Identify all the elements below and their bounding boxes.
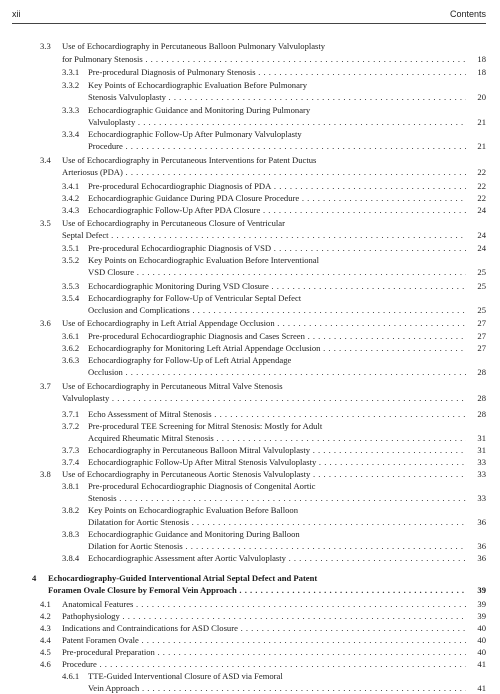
toc-entry-title: Pre-procedural Preparation . . . bbox=[62, 646, 466, 658]
toc-entry-number: 3.6.1 bbox=[62, 331, 80, 341]
toc-entry[interactable] bbox=[0, 392, 500, 404]
toc-entry[interactable] bbox=[0, 266, 500, 278]
toc-entry[interactable] bbox=[0, 658, 500, 670]
toc-entry[interactable] bbox=[0, 217, 500, 229]
toc-entry-number: 3.8.2 bbox=[62, 505, 80, 515]
toc-entry-title: Occlusion and Complications . . . bbox=[88, 304, 466, 316]
toc-entry-title: Use of Echocardiography in Percutaneous Mitral Valve Stenosis bbox=[62, 381, 283, 391]
toc-entry[interactable] bbox=[0, 540, 500, 552]
toc-entry[interactable] bbox=[0, 254, 500, 266]
toc-entry[interactable] bbox=[0, 166, 500, 178]
toc-entry-number: 3.8.3 bbox=[62, 529, 80, 539]
toc-entry[interactable] bbox=[0, 140, 500, 152]
toc-entry-title: Indications and Contraindications for ASD Closure . . . bbox=[62, 622, 466, 634]
toc-entry-title: Dilatation for Aortic Stenosis . . . bbox=[88, 516, 466, 528]
toc-entry-number: 3.3.2 bbox=[62, 80, 80, 90]
toc-entry-page-number: 36 bbox=[477, 517, 486, 527]
toc-entry-number: 3.3.3 bbox=[62, 105, 80, 115]
toc-entry-title: Echocardiography-Guided Interventional Atrial Septal Defect and Patent bbox=[48, 573, 318, 583]
toc-entry-page-number: 25 bbox=[477, 305, 486, 315]
toc-entry-title: Procedure . . . bbox=[62, 658, 466, 670]
toc-entry-number: 3.5.3 bbox=[62, 281, 80, 291]
toc-entry-number: 3.6 bbox=[40, 318, 51, 328]
toc-entry[interactable] bbox=[0, 670, 500, 682]
toc-entry[interactable] bbox=[0, 610, 500, 622]
toc-entry-page-number: 24 bbox=[477, 230, 486, 240]
page-number-label: xii bbox=[12, 9, 21, 19]
toc-entry[interactable] bbox=[0, 116, 500, 128]
toc-entry-title: Pre-procedural TEE Screening for Mitral Stenosis: Mostly for Adult bbox=[88, 421, 323, 431]
toc-entry-page-number: 39 bbox=[477, 585, 486, 595]
toc-entry-number: 3.5 bbox=[40, 218, 51, 228]
toc-entry-page-number: 41 bbox=[477, 683, 486, 693]
toc-entry-page-number: 18 bbox=[477, 67, 486, 77]
toc-entry[interactable] bbox=[0, 480, 500, 492]
toc-entry-page-number: 27 bbox=[477, 318, 486, 328]
toc-entry-number: 4.2 bbox=[40, 611, 51, 621]
toc-entry-title: TTE-Guided Interventional Closure of ASD via Femoral bbox=[88, 671, 283, 681]
toc-entry-number: 4.6.1 bbox=[62, 671, 80, 681]
toc-entry-page-number: 25 bbox=[477, 281, 486, 291]
toc-entry-page-number: 22 bbox=[477, 167, 486, 177]
toc-entry[interactable] bbox=[0, 634, 500, 646]
toc-entry-title: Key Points of Echocardiographic Evaluation Before Pulmonary bbox=[88, 80, 308, 90]
toc-entry-title: Echocardiographic Monitoring During VSD Closure . . . bbox=[88, 280, 466, 292]
toc-entry-number: 3.4.1 bbox=[62, 181, 80, 191]
toc-entry-page-number: 36 bbox=[477, 553, 486, 563]
toc-entry-page-number: 33 bbox=[477, 493, 486, 503]
toc-entry-page-number: 24 bbox=[477, 243, 486, 253]
toc-entry-page-number: 33 bbox=[477, 457, 486, 467]
toc-entry-number: 3.8.1 bbox=[62, 481, 80, 491]
toc-entry-title: Use of Echocardiography in Percutaneous Interventions for Patent Ductus bbox=[62, 155, 317, 165]
toc-entry[interactable] bbox=[0, 354, 500, 366]
running-title: Contents bbox=[449, 9, 486, 19]
toc-entry-page-number: 31 bbox=[477, 445, 486, 455]
toc-entry-title: Echocardiographic Assessment after Aortic Valvuloplasty . . . bbox=[88, 552, 466, 564]
toc-entry-number: 3.7.2 bbox=[62, 421, 80, 431]
toc-entry[interactable] bbox=[0, 572, 500, 584]
toc-entry[interactable] bbox=[0, 528, 500, 540]
toc-entry-number: 3.6.3 bbox=[62, 355, 80, 365]
toc-entry[interactable] bbox=[0, 366, 500, 378]
toc-entry[interactable] bbox=[0, 380, 500, 392]
toc-entry-title: Pre-procedural Echocardiographic Diagnosis and Cases Screen . . . bbox=[88, 330, 466, 342]
toc-entry[interactable] bbox=[0, 408, 500, 420]
toc-entry-page-number: 28 bbox=[477, 367, 486, 377]
toc-entry[interactable] bbox=[0, 330, 500, 342]
toc-entry-page-number: 31 bbox=[477, 433, 486, 443]
toc-entry[interactable] bbox=[0, 192, 500, 204]
toc-entry[interactable] bbox=[0, 342, 500, 354]
toc-entry-title: Valvuloplasty . . . bbox=[62, 392, 466, 404]
toc-entry-page-number: 41 bbox=[477, 659, 486, 669]
toc-entry-title: Procedure . . . bbox=[88, 140, 466, 152]
toc-entry[interactable] bbox=[0, 154, 500, 166]
toc-entry[interactable] bbox=[0, 468, 500, 480]
toc-entry-page-number: 39 bbox=[477, 611, 486, 621]
toc-entry-number: 3.4 bbox=[40, 155, 51, 165]
toc-entry-number: 3.7 bbox=[40, 381, 51, 391]
toc-entry-title: Key Points on Echocardiographic Evaluation Before Interventional bbox=[88, 255, 320, 265]
toc-entry-page-number: 27 bbox=[477, 331, 486, 341]
toc-entry-number: 3.3 bbox=[40, 41, 51, 51]
toc-entry-title: Echocardiography for Monitoring Left Atrial Appendage Occlusion . . . bbox=[88, 342, 466, 354]
toc-entry-title: Occlusion . . . bbox=[88, 366, 466, 378]
toc-entry[interactable] bbox=[0, 432, 500, 444]
toc-entry-page-number: 36 bbox=[477, 541, 486, 551]
toc-entry-title: for Pulmonary Stenosis . . . bbox=[62, 53, 466, 65]
toc-entry-page-number: 25 bbox=[477, 267, 486, 277]
toc-entry[interactable] bbox=[0, 104, 500, 116]
toc-entry-number: 3.6.2 bbox=[62, 343, 80, 353]
toc-entry[interactable] bbox=[0, 66, 500, 78]
toc-entry[interactable] bbox=[0, 292, 500, 304]
toc-entry[interactable] bbox=[0, 91, 500, 103]
toc-entry-number: 3.5.1 bbox=[62, 243, 80, 253]
toc-entry-page-number: 21 bbox=[477, 117, 486, 127]
toc-entry[interactable] bbox=[0, 492, 500, 504]
toc-entry-title: Echocardiographic Guidance and Monitoring During Balloon bbox=[88, 529, 300, 539]
toc-entry-number: 3.8 bbox=[40, 469, 51, 479]
toc-entry-title: Use of Echocardiography in Left Atrial Appendage Occlusion . . . bbox=[62, 317, 466, 329]
toc-entry[interactable] bbox=[0, 53, 500, 65]
toc-entry-title: Acquired Rheumatic Mitral Stenosis . . . bbox=[88, 432, 466, 444]
toc-entry-title: Echocardiographic Follow-Up After Pulmonary Valvuloplasty bbox=[88, 129, 302, 139]
toc-entry-title: Pre-procedural Echocardiographic Diagnosis of Congenital Aortic bbox=[88, 481, 316, 491]
toc-entry-title: Use of Echocardiography in Percutaneous Aortic Stenosis Valvuloplasty . . . bbox=[62, 468, 466, 480]
toc-entry-page-number: 18 bbox=[477, 54, 486, 64]
toc-entry-number: 3.7.4 bbox=[62, 457, 80, 467]
toc-entry-title: Arteriosus (PDA) . . . bbox=[62, 166, 466, 178]
toc-entry-number: 3.5.2 bbox=[62, 255, 80, 265]
toc-entry[interactable] bbox=[0, 180, 500, 192]
toc-entry-page-number: 40 bbox=[477, 623, 486, 633]
toc-entry-number: 4.1 bbox=[40, 599, 51, 609]
toc-entry[interactable] bbox=[0, 444, 500, 456]
toc-entry[interactable] bbox=[0, 204, 500, 216]
toc-entry[interactable] bbox=[0, 622, 500, 634]
toc-entry-title: Dilation for Aortic Stenosis . . . bbox=[88, 540, 466, 552]
toc-entry-title: Valvuloplasty . . . bbox=[88, 116, 466, 128]
toc-entry-title: Echocardiography in Percutaneous Balloon Mitral Valvuloplasty . . . bbox=[88, 444, 466, 456]
toc-entry-number: 4.4 bbox=[40, 635, 51, 645]
toc-entry-title: Echocardiographic Guidance During PDA Closure Procedure . . . bbox=[88, 192, 466, 204]
toc-entry-page-number: 21 bbox=[477, 141, 486, 151]
toc-entry-title: Pre-procedural Diagnosis of Pulmonary Stenosis . . . bbox=[88, 66, 466, 78]
toc-entry-page-number: 28 bbox=[477, 409, 486, 419]
toc-entry[interactable] bbox=[0, 128, 500, 140]
toc-entry-number: 4.3 bbox=[40, 623, 51, 633]
toc-entry-title: Anatomical Features . . . bbox=[62, 598, 466, 610]
toc-entry-page-number: 20 bbox=[477, 92, 486, 102]
toc-entry-number: 3.5.4 bbox=[62, 293, 80, 303]
toc-entry[interactable] bbox=[0, 584, 500, 596]
toc-entry-title: Use of Echocardiography in Percutaneous Closure of Ventricular bbox=[62, 218, 285, 228]
toc-entry-title: Pre-procedural Echocardiographic Diagnosis of VSD . . . bbox=[88, 242, 466, 254]
toc-entry-page-number: 22 bbox=[477, 181, 486, 191]
toc-entry-title: Patent Foramen Ovale . . . bbox=[62, 634, 466, 646]
toc-entry-title: Echocardiography for Follow-Up of Left Atrial Appendage bbox=[88, 355, 292, 365]
toc-entry-title: Foramen Ovale Closure by Femoral Vein Approach . . . bbox=[48, 584, 466, 596]
toc-entry[interactable] bbox=[0, 552, 500, 564]
toc-entry-number: 4.6 bbox=[40, 659, 51, 669]
toc-entry-number: 3.7.3 bbox=[62, 445, 80, 455]
toc-entry[interactable] bbox=[0, 682, 500, 694]
toc-entry-page-number: 33 bbox=[477, 469, 486, 479]
toc-entry-title: Echocardiography for Follow-Up of Ventricular Septal Defect bbox=[88, 293, 302, 303]
toc-entry[interactable] bbox=[0, 40, 500, 52]
toc-entry-title: Stenosis Valvuloplasty . . . bbox=[88, 91, 466, 103]
toc-entry[interactable] bbox=[0, 317, 500, 329]
toc-entry[interactable] bbox=[0, 242, 500, 254]
toc-entry-title: Echocardiographic Follow-Up After Mitral Stenosis Valvuloplasty . . . bbox=[88, 456, 466, 468]
toc-entry[interactable] bbox=[0, 504, 500, 516]
toc-entry-page-number: 22 bbox=[477, 193, 486, 203]
toc-entry[interactable] bbox=[0, 420, 500, 432]
toc-entry-page-number: 40 bbox=[477, 647, 486, 657]
toc-entry[interactable] bbox=[0, 516, 500, 528]
toc-entry[interactable] bbox=[0, 598, 500, 610]
toc-entry-number: 3.8.4 bbox=[62, 553, 80, 563]
toc-entry-title: Use of Echocardiography in Percutaneous Balloon Pulmonary Valvuloplasty bbox=[62, 41, 326, 51]
toc-entry-number: 3.4.3 bbox=[62, 205, 80, 215]
toc-entry-title: Septal Defect . . . bbox=[62, 229, 466, 241]
toc-entry-title: Vein Approach . . . bbox=[88, 682, 466, 694]
toc-entry-title: Pathophysiology . . . bbox=[62, 610, 466, 622]
toc-entry-page-number: 28 bbox=[477, 393, 486, 403]
toc-entry-title: VSD Closure . . . bbox=[88, 266, 466, 278]
toc-entry-number: 3.3.4 bbox=[62, 129, 80, 139]
toc-entry-title: Pre-procedural Echocardiographic Diagnosis of PDA . . . bbox=[88, 180, 466, 192]
toc-entry-title: Echo Assessment of Mitral Stenosis . . . bbox=[88, 408, 466, 420]
toc-entry-page-number: 27 bbox=[477, 343, 486, 353]
toc-entry[interactable] bbox=[0, 79, 500, 91]
toc-entry-number: 4.5 bbox=[40, 647, 51, 657]
toc-entry[interactable] bbox=[0, 304, 500, 316]
toc-entry-title: Key Points on Echocardiographic Evaluation Before Balloon bbox=[88, 505, 299, 515]
toc-entry-number: 3.3.1 bbox=[62, 67, 80, 77]
toc-entry-page-number: 24 bbox=[477, 205, 486, 215]
toc-entry-title: Echocardiographic Follow-Up After PDA Closure . . . bbox=[88, 204, 466, 216]
page-header bbox=[12, 3, 486, 24]
toc-entry[interactable] bbox=[0, 456, 500, 468]
toc-entry-number: 3.7.1 bbox=[62, 409, 80, 419]
toc-entry-title: Echocardiographic Guidance and Monitoring During Pulmonary bbox=[88, 105, 311, 115]
toc-entry-page-number: 40 bbox=[477, 635, 486, 645]
toc-entry-number: 4 bbox=[32, 573, 37, 583]
toc-entry-number: 3.4.2 bbox=[62, 193, 80, 203]
toc-entry-page-number: 39 bbox=[477, 599, 486, 609]
toc-entry-title: Stenosis . . . bbox=[88, 492, 466, 504]
toc-entry[interactable] bbox=[0, 646, 500, 658]
toc-entry[interactable] bbox=[0, 280, 500, 292]
toc-entry[interactable] bbox=[0, 229, 500, 241]
